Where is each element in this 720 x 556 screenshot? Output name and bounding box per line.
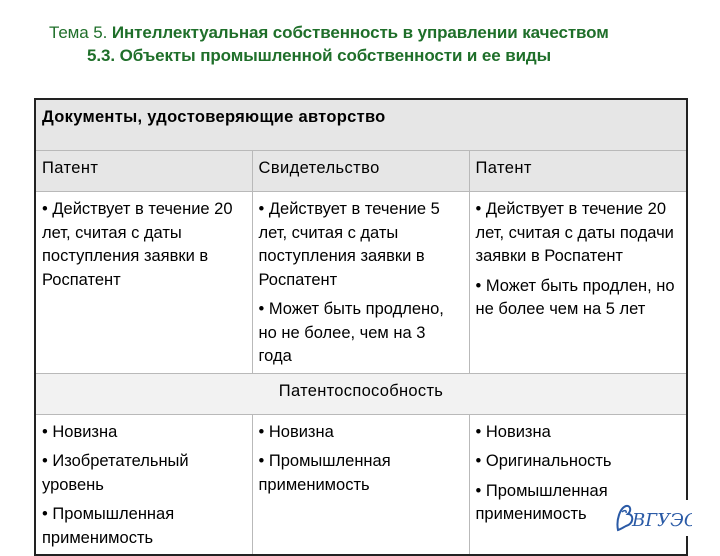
list-item: • Может быть продлено, но не более, чем на 3 года [258, 300, 444, 365]
column-header-certificate: Свидетельство [252, 151, 469, 192]
list-item: • Действует в течение 5 лет, считая с даты поступления заявки в Роспатент [258, 200, 440, 289]
table-title-row [35, 99, 687, 151]
logo-text: ВГУЭС [632, 510, 692, 531]
subtopic-title: 5.3. Объекты промышленной собственности и ее виды [87, 46, 552, 65]
section-title: Патентоспособность [35, 373, 687, 414]
validity-row [35, 192, 687, 374]
list-item: • Оригинальность [475, 452, 612, 470]
topic-name: Интеллектуальная собственность в управлении качеством [107, 23, 609, 42]
list-item: • Новизна [475, 422, 551, 441]
table-cell [469, 192, 687, 374]
list-item: • Промышленная применимость [42, 505, 175, 547]
list-item: • Новизна [258, 422, 334, 441]
table-cell [252, 414, 469, 555]
patentability-row [35, 414, 687, 555]
column-header-row [35, 151, 687, 192]
list-item: • Промышленная применимость [475, 481, 608, 523]
authorship-documents-table [34, 98, 688, 556]
university-logo [612, 500, 692, 536]
table-cell [35, 192, 252, 374]
table-title: Документы, удостоверяющие авторство [35, 99, 687, 151]
list-item: • Действует в течение 20 лет, считая с даты поступления заявки в Роспатент [42, 200, 233, 289]
column-header-patent: Патент [35, 151, 252, 192]
list-item: • Может быть продлен, но не более чем на 5 лет [475, 276, 675, 318]
topic-number: Тема 5. [49, 23, 108, 42]
column-header-patent-2: Патент [469, 151, 687, 192]
list-item: • Промышленная применимость [258, 452, 391, 494]
logo-icon [612, 500, 692, 536]
list-item: • Действует в течение 20 лет, считая с даты подачи заявки в Роспатент [475, 200, 674, 265]
table-cell [35, 414, 252, 555]
section-row [35, 373, 687, 414]
list-item: • Новизна [42, 422, 118, 441]
topic-title [49, 23, 609, 43]
list-item: • Изобретательный уровень [42, 452, 189, 494]
table-cell [252, 192, 469, 374]
